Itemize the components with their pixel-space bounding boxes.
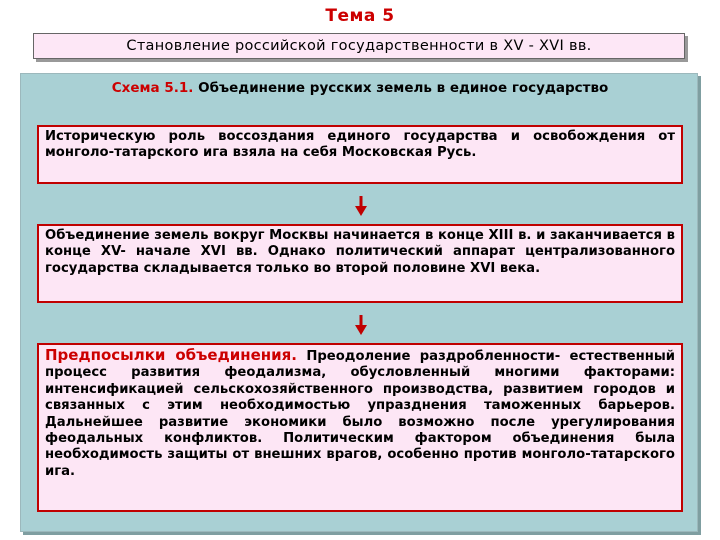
- arrow-down-icon: [355, 315, 367, 335]
- prerequisites-lead: Предпосылки объединения.: [45, 346, 297, 364]
- schema-heading: Объединение русских земель в единое государство: [198, 80, 609, 96]
- box-unification-timeline: Объединение земель вокруг Москвы начинается в конце XIII в. и заканчивается в конце XV- начале XVI вв. Однако политический аппарат централизованного государства складывается только во второй половине XVI века.: [37, 224, 683, 303]
- subtitle-banner: Становление российской государственности в XV - XVI вв.: [33, 33, 685, 59]
- schema-title: [0, 80, 720, 96]
- topic-title: Тема 5: [325, 6, 395, 26]
- schema-label: Схема 5.1.: [111, 80, 194, 96]
- prerequisites-text: Преодоление раздробленности- естественный процесс развития феодализма, обусловленный многими факторами: интенсификацией сельскохозяйственного производства, развитием городов и связанных с этим необходимостью упразднения таможенных барьеров. Дальнейшее развитие экономики было возможно после урегулирования феодальных конфликтов. Политическим фактором объединения была необходимость защиты от внешних врагов, особенно против монголо-татарского ига.: [45, 349, 675, 479]
- box-prerequisites: [37, 343, 683, 512]
- box-role-of-moscow: Историческую роль воссоздания единого государства и освобождения от монголо-татарского ига взяла на себя Московская Русь.: [37, 125, 683, 184]
- arrow-down-icon: [355, 196, 367, 216]
